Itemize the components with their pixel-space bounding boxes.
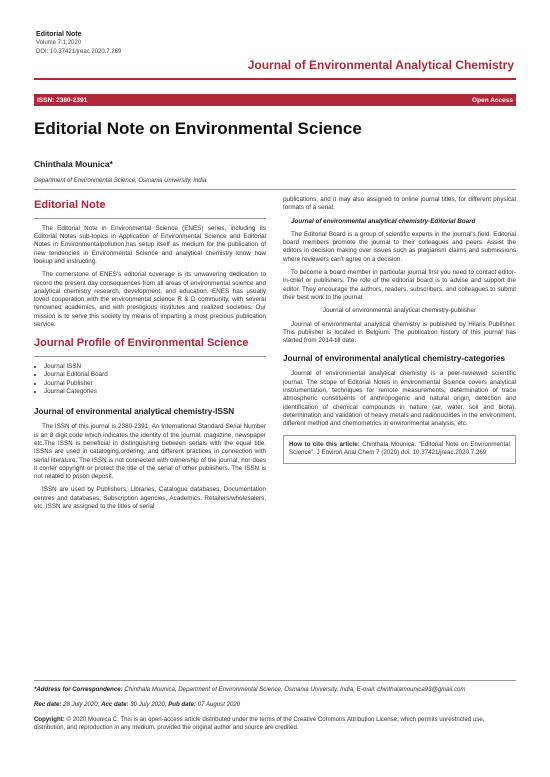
issn-paragraph-2: ISSN are used by Publishers, Libraries, Catalogue databases, Documentation centres and databases, Subscription agencies, Academics, Retailers/wholesalers, etc. ISSN are assigned to the titles of serial bbox=[34, 486, 266, 511]
header-rule bbox=[34, 78, 516, 80]
author-affiliation: Department of Environmental Science, Osmania University, India bbox=[34, 178, 207, 184]
author-name: Chinthala Mounica* bbox=[34, 159, 113, 169]
categories-heading: Journal of environmental analytical chemistry-categories bbox=[283, 354, 506, 364]
section-label: Editorial Note bbox=[36, 31, 82, 38]
left-column bbox=[34, 199, 266, 516]
accepted-label: Acc date: bbox=[101, 701, 129, 708]
publisher-paragraph: Journal of environmental analytical chemistry is published by Hilaris Publisher. This publisher is located in Belgium. The publication history of this journal has started from 2014-till date. bbox=[283, 320, 516, 345]
journal-name: Journal of Environmental Analytical Chemistry bbox=[247, 58, 514, 72]
issn-label: ISSN: 2380-2391 bbox=[37, 96, 88, 104]
citation-label: How to cite this article: bbox=[289, 440, 360, 448]
list-item: • Journal Categories bbox=[44, 388, 266, 396]
profile-list bbox=[34, 363, 266, 396]
published-label: Pub date: bbox=[168, 701, 196, 708]
copyright-label: Copyright: bbox=[34, 716, 65, 723]
citation-text: Chinthala Mounica. "Editorial Note on Environmental Science". J Environ Anal Chem 7 (2020) doi: 10.37421/jreac.2020.7.269 bbox=[289, 440, 510, 457]
issn-paragraph-1: The ISSN of this journal is 2380-2391. An International Standard Serial Number is an 8 digit code which indicates the identity of the journal, magazine, newspaper etc.The ISSN is beneficial in distinguishing between serials with the equal title. ISSNs are used in cataloging,ordering, and different practices in connection with serial literature. The ISSN is not connected with ownership of the journal, nor does it confer copyright or protect the title of the serial of other publishers. The ISSN is not related to prison deposit. bbox=[34, 423, 266, 481]
published-date: 07 August 2020 bbox=[197, 701, 241, 708]
categories-paragraph: Journal of environmental analytical chemistry is a peer-reviewed scientific journal. The scope of Editorial Notes in environmental Science covers analytical instrumentation, techniques for remote measurements, determination of trace atmospheric constituents of anthropogenic and natural origin, detection and identification of chemical compounds in nature (air, water, soil and biota), determination and validation of heavy metals and radionuclides in the environment, different method and chemometrics in environmental analysis, etc. bbox=[283, 370, 516, 428]
list-item: • Journal Editorial Board bbox=[44, 371, 266, 379]
profile-heading: Journal Profile of Environmental Science bbox=[34, 337, 249, 350]
editorial-paragraph-1: The Editorial Note in Environmental Science (ENES) series, including its Editorial Notes sub-topics in Application of Environmental Science and Editorial Notes in Environmentalpollution,has setup itself as medium for the publication of new tendencies in Environmental Science and analytical chemistry know how lookup and instructing. bbox=[34, 224, 266, 265]
doi-label: DOI: 10.37421/jreac.2020.7.269 bbox=[36, 49, 122, 55]
list-item: • Journal ISSN bbox=[44, 363, 266, 371]
right-column bbox=[283, 196, 516, 464]
citation-box bbox=[283, 435, 516, 464]
volume-label: Volume 7:1,2020 bbox=[36, 40, 82, 46]
header-meta bbox=[36, 30, 121, 57]
accepted-date: 30 July 2020; bbox=[130, 701, 167, 708]
copyright-note bbox=[34, 716, 516, 733]
list-item: • Journal Publisher bbox=[44, 380, 266, 388]
editorial-heading: Editorial Note bbox=[34, 199, 106, 211]
correspondence-note bbox=[34, 686, 516, 694]
section-divider bbox=[34, 356, 266, 357]
footer-rule bbox=[34, 680, 516, 681]
open-access-label: Open Access bbox=[472, 96, 513, 104]
copyright-text: © 2020 Mounica C. This is an open-access article distributed under the terms of the Creative Commons Attribution License, which permits unrestricted use, distribution, and reproduction in any medium, provided the original author and source are credited. bbox=[34, 716, 485, 732]
correspondence-text: Chinthala Mounica, Department of Environmental Science, Osmania University, India, E-mail: chinthalamounica93@gmail.com bbox=[124, 686, 466, 693]
continued-paragraph: publications, and it may also assigned to online journal titles, for different physical formats of a serial. bbox=[283, 196, 516, 212]
issn-banner bbox=[34, 94, 516, 106]
publisher-heading: Journal of environmental analytical chemistry-publisher bbox=[322, 307, 477, 315]
received-date: 28 July 2020; bbox=[63, 701, 100, 708]
article-title: Editorial Note on Environmental Science bbox=[34, 119, 362, 138]
board-paragraph-2: To become a board member in particular journal first you need to contact editor-in-chief or publishers. The role of the editorial board is to advise and support the editor. They encourage the authors, readers, subscribers, and colleagues to submit their best work to the journal bbox=[283, 269, 516, 301]
dates-line bbox=[34, 701, 516, 709]
section-divider bbox=[34, 218, 266, 219]
issn-heading: Journal of environmental analytical chemistry-ISSN bbox=[34, 407, 235, 417]
board-paragraph-1: The Editorial Board is a group of scientific experts in the journal's field. Editorial board members promote the journal to their colleagues and peers. Assist the editors in decision making over issues such as plagiarism claims and submissions where reviewers can't agree on a decision. bbox=[283, 230, 516, 263]
editorial-paragraph-2: The cornerstone of ENES's editorial coverage is its unwavering dedication to record the present day consequences from all areas of environmental science and analytical chemistry research, development, and education. ENES has usually loved cooperation with the environmental science R & D community, with several renowned academics, and with prestigious institutes and realized societies. Our mission is to serve this society by means of imparting a most precious publication service. bbox=[34, 271, 266, 329]
editorial-board-heading: Journal of environmental analytical chemistry-Editorial Board bbox=[291, 217, 476, 225]
received-label: Rec date: bbox=[34, 701, 62, 708]
correspondence-label: *Address for Correspondence: bbox=[34, 686, 123, 693]
title-rule bbox=[34, 189, 516, 190]
